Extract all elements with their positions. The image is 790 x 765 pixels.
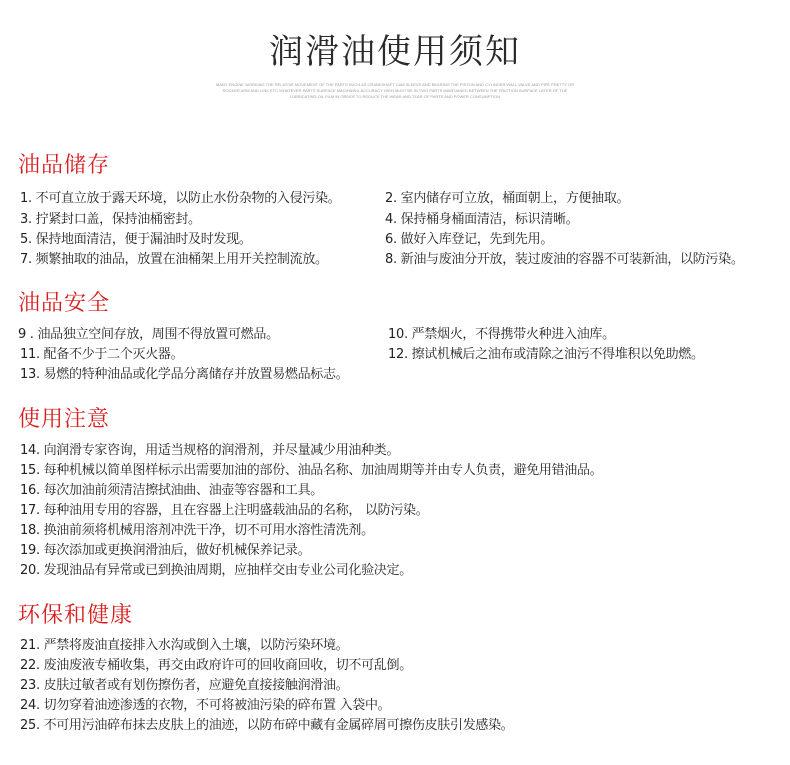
list-item: 12. 擦试机械后之油布或清除之油污不得堆积以免助燃。 — [388, 347, 704, 362]
list-item: 24. 切勿穿着油迹渗透的衣物，不可将被油污染的碎布置 入袋中。 — [20, 698, 391, 713]
list-item: 10. 严禁烟火，不得携带火种进入油库。 — [388, 327, 615, 342]
section-title-storage: 油品储存 — [18, 153, 111, 178]
list-item: 8. 新油与废油分开放，装过废油的容器不可装新油，以防污染。 — [385, 252, 744, 267]
list-item: 19. 每次添加或更换润滑油后，做好机械保养记录。 — [20, 543, 311, 558]
list-item: 15. 每种机械以简单图样标示出需要加油的部份、油品名称、加油周期等并由专人负责，避免用错油品。 — [20, 463, 603, 478]
section-title-environment-health: 环保和健康 — [18, 603, 134, 628]
list-item: 4. 保持桶身桶面清洁，标识清晰。 — [385, 212, 579, 227]
list-item: 13. 易燃的特种油品或化学品分离储存并放置易燃品标志。 — [20, 367, 349, 382]
list-item: 20. 发现油品有异常或已到换油周期，应抽样交由专业公司化验决定。 — [20, 563, 412, 578]
page-title: 润滑油使用须知 — [269, 32, 521, 72]
list-item: 7. 频繁抽取的油品，放置在油桶架上用开关控制流放。 — [20, 252, 328, 267]
list-item: 11. 配备不少于二个灭火器。 — [20, 347, 184, 362]
list-item: 5. 保持地面清洁，便于漏油时及时发现。 — [20, 232, 252, 247]
list-item: 2. 室内储存可立放，桶面朝上，方便抽取。 — [385, 191, 630, 206]
list-item: 14. 向润滑专家咨询，用适当规格的润滑剂，并尽量减少用油种类。 — [20, 443, 400, 458]
section-title-usage: 使用注意 — [18, 407, 111, 432]
list-item: 22. 废油废液专桶收集，再交由政府许可的回收商回收，切不可乱倒。 — [20, 658, 412, 673]
section-title-safety: 油品安全 — [18, 291, 111, 316]
list-item: 25. 不可用污油碎布抹去皮肤上的油迹，以防布碎中藏有金属碎屑可擦伤皮肤引发感染。 — [20, 718, 514, 733]
list-item: 23. 皮肤过敏者或有划伤擦伤者，应避免直接接触润滑油。 — [20, 678, 349, 693]
list-item: 17. 每种油用专用的容器，且在容器上注明盛载油品的名称， 以防污染。 — [20, 503, 429, 518]
list-item: 3. 拧紧封口盖，保持油桶密封。 — [20, 212, 201, 227]
page-subtitle: MANY ENGINE WORKING THE RELATIVE MOVEMENT OF THE PARTS SUCH AS CRANKSHAFT CAM SLEEVE AND BEARING THE PISTON AND CYLINDER WALL VALVE AND PIPE PRETTY OR ROCKER ARM AND LINK ETC WHATEVER PARTS SURFACE MACHINING ACCURACY HIGH MUST BE IN TWO PARTS MAINTAINED BETWEEN THE FRICTION SURFACE LAYER OF THE LUBRICATING OIL FILM IN ORDER TO REDUCE THE WEAR AND TEAR OF PARTS AND POWER CONSUMPTION — [216, 82, 574, 99]
list-item: 9 . 油品独立空间存放，周围不得放置可燃品。 — [18, 327, 279, 342]
list-item: 1. 不可直立放于露天环境，以防止水份杂物的入侵污染。 — [20, 191, 341, 206]
list-item: 16. 每次加油前须清洁擦拭油曲、油壶等容器和工具。 — [20, 483, 324, 498]
list-item: 6. 做好入库登记，先到先用。 — [385, 232, 554, 247]
list-item: 21. 严禁将废油直接排入水沟或倒入土壤，以防污染环境。 — [20, 638, 349, 653]
list-item: 18. 换油前须将机械用溶剂冲洗干净，切不可用水溶性清洗剂。 — [20, 523, 374, 538]
